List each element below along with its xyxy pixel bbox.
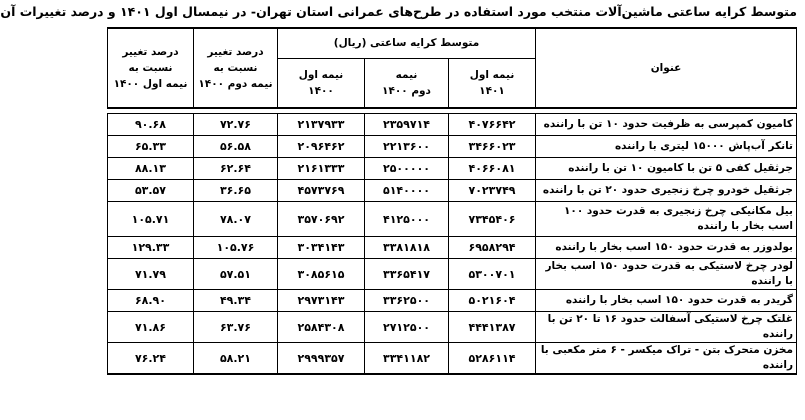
value-h1-1400-cell: ۳۰۸۵۶۱۵ <box>277 259 364 290</box>
header-line: درصد تغییر <box>122 46 179 58</box>
table-row <box>107 114 796 136</box>
value-h1-1401-cell: ۴۰۷۶۶۴۲ <box>449 114 536 136</box>
value-h2-1400-cell: ۵۱۴۰۰۰۰ <box>365 180 449 202</box>
value-h2-1400-cell: ۴۱۲۵۰۰۰ <box>365 202 449 237</box>
change-h1-1400-cell: ۵۳.۵۷ <box>107 180 193 202</box>
value-h1-1401-cell: ۷۳۴۵۴۰۶ <box>449 202 536 237</box>
value-h2-1400-cell: ۳۳۴۱۱۸۲ <box>365 343 449 375</box>
page-title: متوسط کرایه ساعتی ماشین‌آلات منتخب مورد استفاده در طرح‌های عمرانی استان تهران- در نیمسال اول ۱۴۰۱ و درصد تغییرات آن <box>0 4 797 19</box>
change-h2-1400-cell: ۱۰۵.۷۶ <box>193 237 277 259</box>
change-h2-1400-cell: ۳۶.۶۵ <box>193 180 277 202</box>
value-h1-1401-cell: ۷۰۲۳۷۴۹ <box>449 180 536 202</box>
table-row <box>107 343 796 375</box>
change-h1-1400-cell: ۱۰۵.۷۱ <box>107 202 193 237</box>
header-change-h1-1400 <box>107 28 193 108</box>
change-h1-1400-cell: ۸۸.۱۳ <box>107 158 193 180</box>
change-h2-1400-cell: ۵۶.۵۸ <box>193 136 277 158</box>
value-h1-1400-cell: ۲۱۶۱۳۳۳ <box>277 158 364 180</box>
value-h1-1400-cell: ۳۵۷۰۶۹۲ <box>277 202 364 237</box>
row-title-cell: تانکر آب‌پاش ۱۵۰۰۰ لیتری با راننده <box>536 136 797 158</box>
table-row <box>107 180 796 202</box>
header-line: نسبت به <box>128 62 173 74</box>
value-h1-1400-cell: ۲۱۳۷۹۳۳ <box>277 114 364 136</box>
change-h2-1400-cell: ۷۸.۰۷ <box>193 202 277 237</box>
value-h2-1400-cell: ۳۳۸۱۸۱۸ <box>365 237 449 259</box>
header-line: ۱۴۰۱ <box>479 84 505 97</box>
header-change-h2-1400 <box>193 28 277 108</box>
row-title-cell: بولدوزر به قدرت حدود ۱۵۰ اسب بخار با راننده <box>536 237 797 259</box>
change-h2-1400-cell: ۶۲.۶۴ <box>193 158 277 180</box>
value-h1-1401-cell: ۵۰۲۱۶۰۴ <box>449 290 536 312</box>
row-title-cell: کامیون کمپرسی به ظرفیت حدود ۱۰ تن با راننده <box>536 114 797 136</box>
table-row <box>107 202 796 237</box>
change-h1-1400-cell: ۱۲۹.۳۳ <box>107 237 193 259</box>
table-body <box>107 108 796 374</box>
value-h1-1400-cell: ۳۰۳۴۱۴۳ <box>277 237 364 259</box>
header-h1-1401 <box>449 58 536 108</box>
table-row <box>107 312 796 343</box>
change-h2-1400-cell: ۵۸.۲۱ <box>193 343 277 375</box>
change-h2-1400-cell: ۷۲.۷۶ <box>193 114 277 136</box>
value-h1-1400-cell: ۲۰۹۶۴۶۲ <box>277 136 364 158</box>
header-line: نسبت به <box>213 62 258 74</box>
header-line: ۱۴۰۰ <box>308 84 334 97</box>
header-line: دوم ۱۴۰۰ <box>382 84 431 97</box>
header-line: درصد تغییر <box>207 46 264 58</box>
change-h1-1400-cell: ۶۵.۳۳ <box>107 136 193 158</box>
change-h2-1400-cell: ۴۹.۳۴ <box>193 290 277 312</box>
table-row <box>107 136 796 158</box>
table-row <box>107 158 796 180</box>
change-h1-1400-cell: ۷۱.۷۹ <box>107 259 193 290</box>
data-table <box>107 27 797 375</box>
value-h2-1400-cell: ۳۳۶۲۵۰۰ <box>365 290 449 312</box>
change-h1-1400-cell: ۷۶.۲۴ <box>107 343 193 375</box>
change-h2-1400-cell: ۶۳.۷۶ <box>193 312 277 343</box>
value-h2-1400-cell: ۲۷۱۲۵۰۰ <box>365 312 449 343</box>
header-line: نیمه اول <box>298 68 344 81</box>
header-line: نیمه دوم ۱۴۰۰ <box>198 78 273 90</box>
value-h1-1401-cell: ۳۴۶۶۰۲۳ <box>449 136 536 158</box>
row-title-cell: جرثقیل کفی ۵ تن با کامیون ۱۰ تن با راننده <box>536 158 797 180</box>
value-h2-1400-cell: ۲۳۵۹۷۱۴ <box>365 114 449 136</box>
header-group-label: متوسط کرایه ساعتی (ریال) <box>277 28 535 58</box>
value-h2-1400-cell: ۲۲۱۳۶۰۰ <box>365 136 449 158</box>
row-title-cell: مخزن متحرک بتن - تراک میکسر - ۶ متر مکعبی با راننده <box>536 343 797 375</box>
value-h1-1400-cell: ۴۵۷۳۷۶۹ <box>277 180 364 202</box>
change-h1-1400-cell: ۹۰.۶۸ <box>107 114 193 136</box>
row-title-cell: گریدر به قدرت حدود ۱۵۰ اسب بخار با راننده <box>536 290 797 312</box>
change-h2-1400-cell: ۵۷.۵۱ <box>193 259 277 290</box>
table-row <box>107 290 796 312</box>
value-h1-1401-cell: ۴۰۶۶۰۸۱ <box>449 158 536 180</box>
header-line: نیمه اول ۱۴۰۰ <box>113 78 188 90</box>
header-h2-1400 <box>365 58 449 108</box>
value-h1-1401-cell: ۶۹۵۸۲۹۴ <box>449 237 536 259</box>
row-title-cell: لودر چرخ لاستیکی به قدرت حدود ۱۵۰ اسب بخار با راننده <box>536 259 797 290</box>
change-h1-1400-cell: ۷۱.۸۶ <box>107 312 193 343</box>
table-row <box>107 259 796 290</box>
row-title-cell: جرثقیل خودرو چرخ زنجیری حدود ۲۰ تن با راننده <box>536 180 797 202</box>
value-h2-1400-cell: ۲۵۰۰۰۰۰ <box>365 158 449 180</box>
table-row <box>107 237 796 259</box>
value-h1-1400-cell: ۲۹۹۹۳۵۷ <box>277 343 364 375</box>
header-line: نیمه اول <box>469 68 515 81</box>
value-h1-1401-cell: ۴۴۴۱۳۸۷ <box>449 312 536 343</box>
value-h2-1400-cell: ۳۳۶۵۴۱۷ <box>365 259 449 290</box>
value-h1-1400-cell: ۲۵۸۴۳۰۸ <box>277 312 364 343</box>
row-title-cell: بیل مکانیکی چرخ زنجیری به قدرت حدود ۱۰۰ اسب بخار با راننده <box>536 202 797 237</box>
header-line: نیمه <box>395 68 418 81</box>
row-title-cell: غلتک چرخ لاستیکی آسفالت حدود ۱۶ تا ۲۰ تن با راننده <box>536 312 797 343</box>
value-h1-1401-cell: ۵۳۰۰۷۰۱ <box>449 259 536 290</box>
value-h1-1401-cell: ۵۲۸۶۱۱۴ <box>449 343 536 375</box>
change-h1-1400-cell: ۶۸.۹۰ <box>107 290 193 312</box>
header-h1-1400 <box>277 58 364 108</box>
value-h1-1400-cell: ۲۹۷۳۱۴۳ <box>277 290 364 312</box>
header-title-col: عنوان <box>536 28 797 108</box>
